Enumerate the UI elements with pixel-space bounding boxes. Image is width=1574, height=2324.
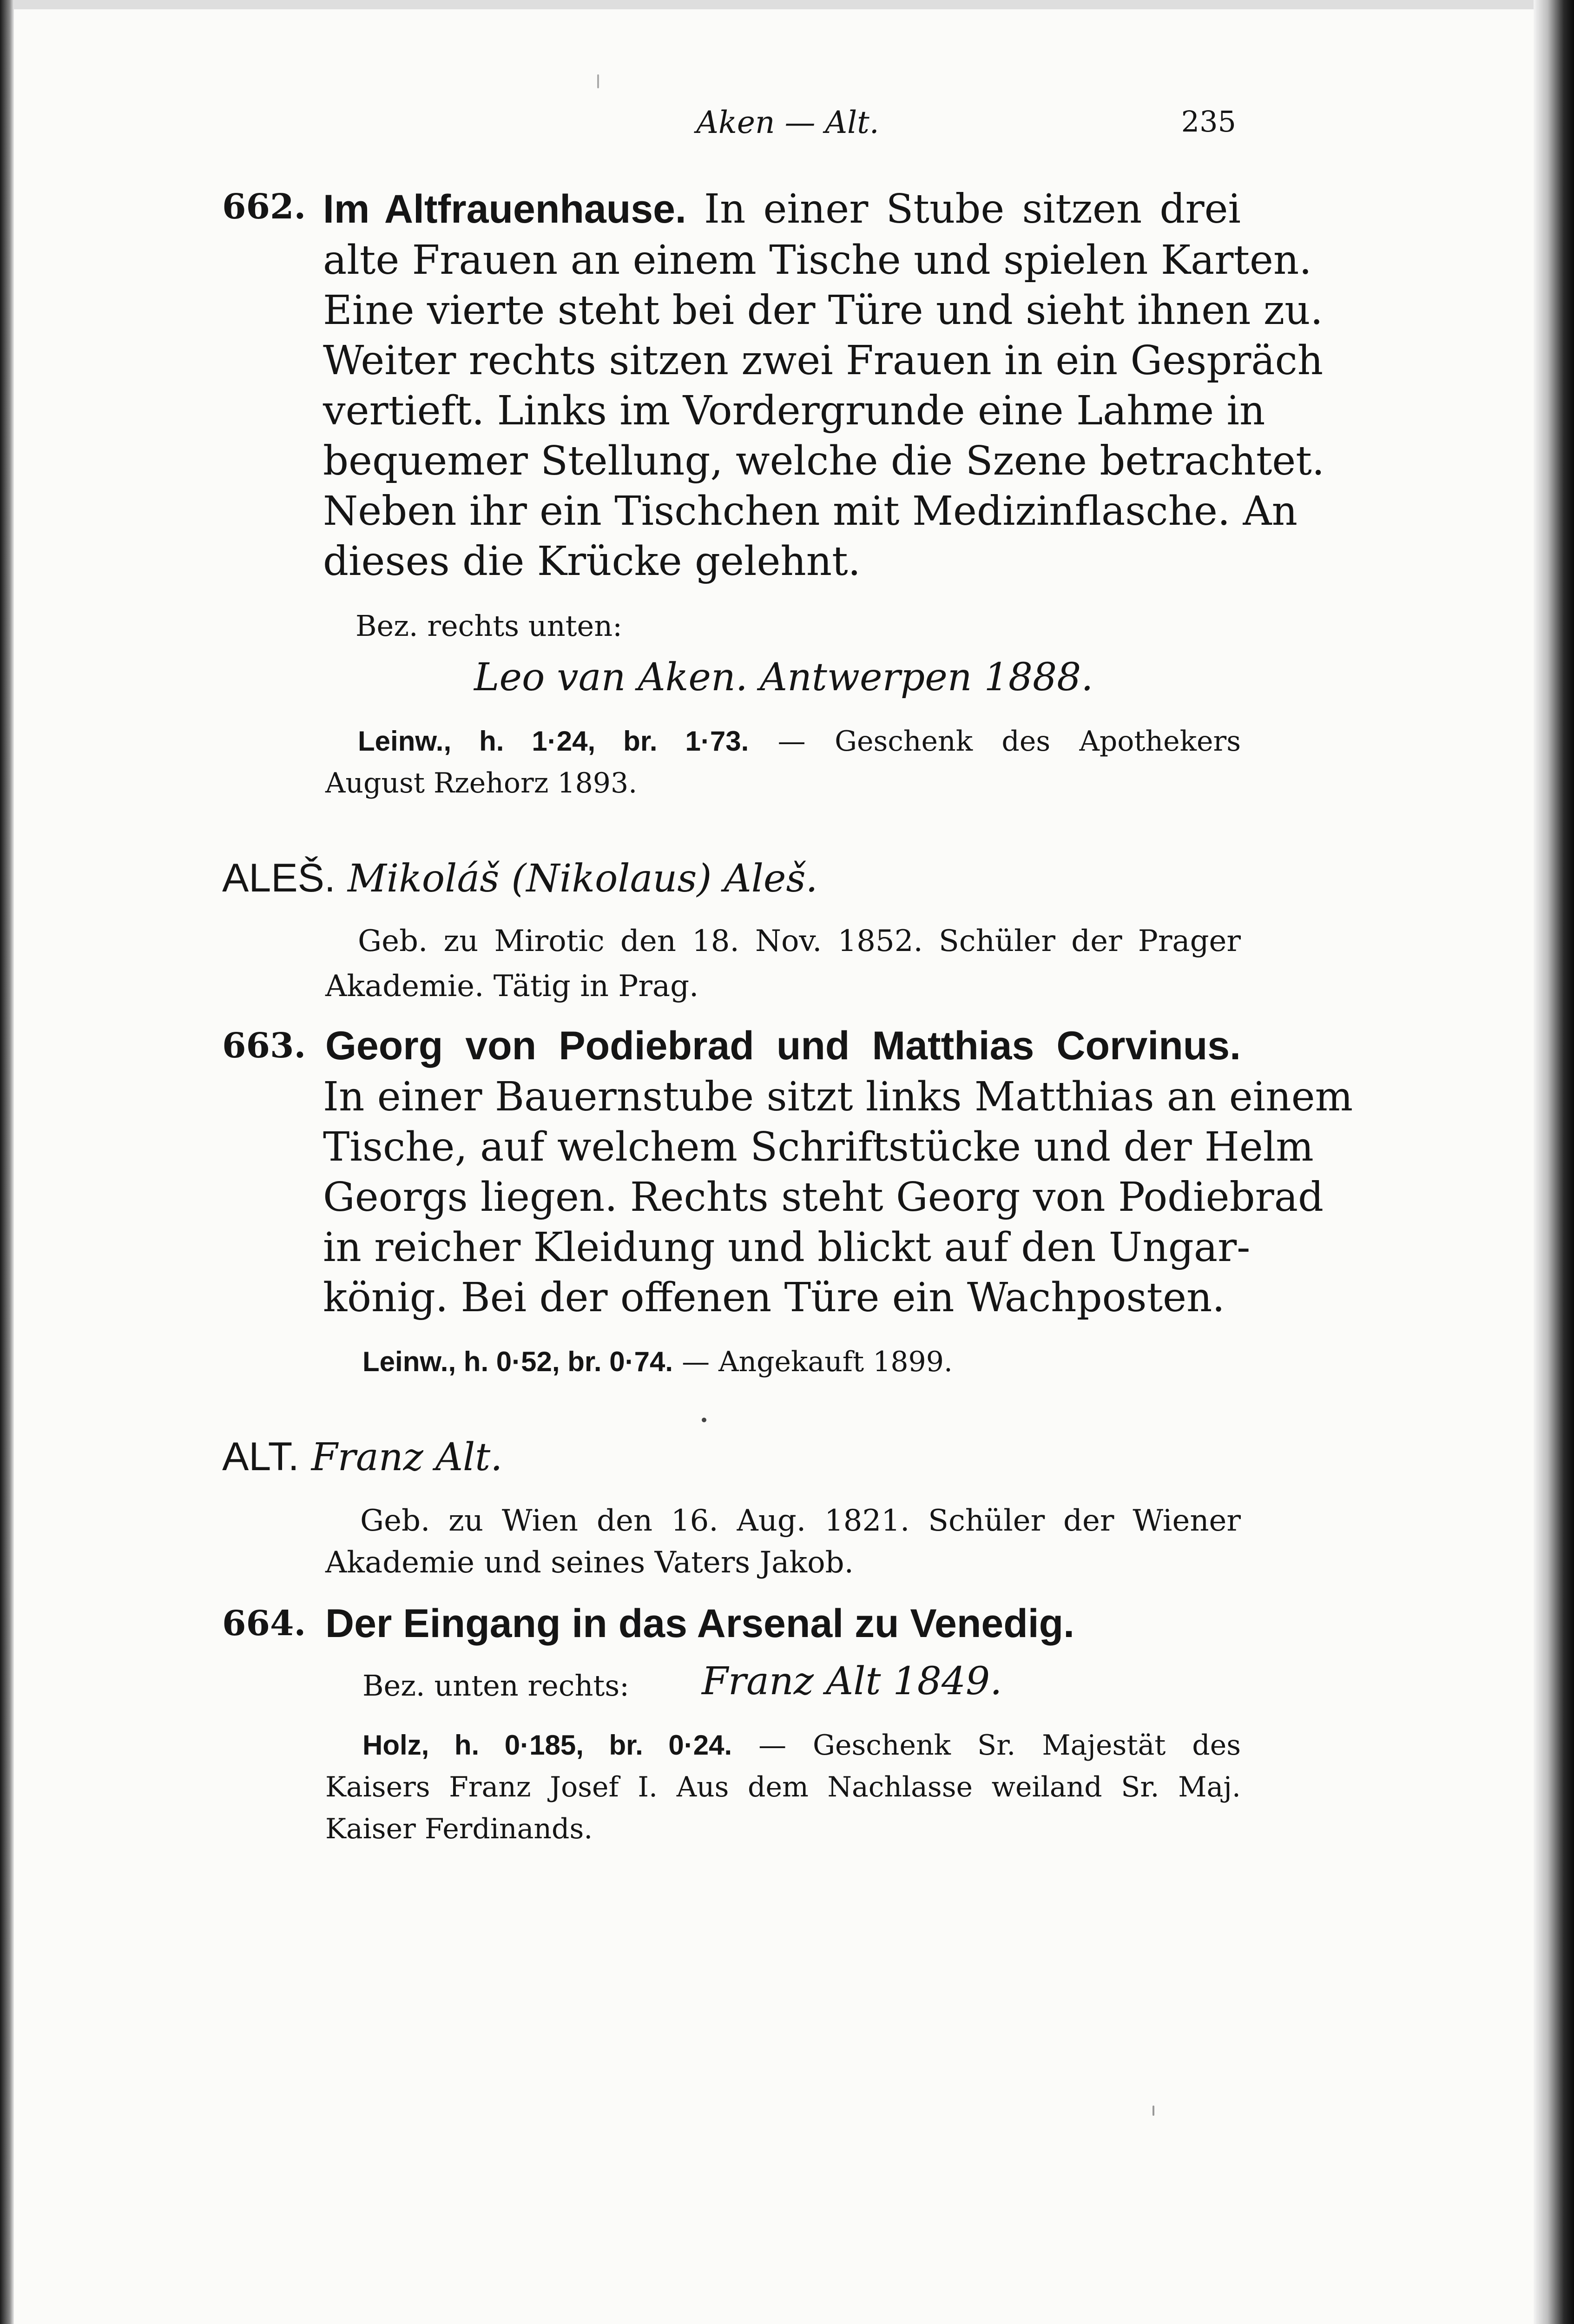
entry-text-line: Georgs liegen. Rechts steht Georg von Podiebrad [323,1174,1324,1221]
marking-label: Bez. unten rechts: [362,1669,630,1703]
artist-code: ALT. [222,1434,299,1479]
artist-bio-line: Akademie. Tätig in Prag. [325,969,699,1004]
medium-dimensions: Leinw., h. 0·52, br. 0·74. [362,1346,673,1377]
marking-label: Bez. rechts unten: [356,609,623,643]
entry-title: Der Eingang in das Arsenal zu Venedig. [325,1601,1075,1646]
provenance: — Angekauft 1899. [682,1346,953,1378]
artist-bio-line: Geb. zu Wien den 16. Aug. 1821. Schüler der Wiener [360,1504,1241,1538]
scan-edge-left [0,0,14,2324]
provenance-line [362,1729,1241,1762]
entry-text-line: In einer Bauernstube sitzt links Matthias an einem [323,1074,1353,1120]
entry-number: 664. [222,1604,306,1644]
entry-title: Georg von Podiebrad und Matthias Corvinus. [325,1023,1241,1068]
entry-text-line: Weiter rechts sitzen zwei Frauen in ein Gespräch [323,337,1324,384]
artist-bio-line: Geb. zu Mirotic den 18. Nov. 1852. Schüler der Prager [358,924,1241,958]
entry-text-line: könig. Bei der offenen Türe ein Wachposten. [323,1274,1225,1321]
scan-edge-right [1534,0,1574,2324]
artist-bio-line: Akademie und seines Vaters Jakob. [325,1545,854,1580]
running-header: Aken — Alt. [696,105,879,140]
entry-text-line: vertieft. Links im Vordergrunde eine Lahme in [323,388,1265,434]
artist-full-name: Franz Alt. [311,1435,503,1479]
provenance: — Geschenk des Apothekers [777,725,1241,758]
entry-number: 663. [222,1026,306,1066]
medium-dimensions: Leinw., h. 1·24, br. 1·73. [358,726,749,757]
artist-heading [222,855,818,901]
provenance-line [362,1346,1241,1378]
entry-number: 662. [222,187,306,227]
entry-first-line [323,186,1241,232]
entry-title: Im Altfrauenhause. [323,187,686,231]
entry-text-line: dieses die Krücke gelehnt. [323,538,861,585]
entry-text-line: bequemer Stellung, welche die Szene betrachtet. [323,438,1325,484]
signature: Franz Alt 1849. [702,1659,1002,1703]
artist-code: ALEŠ. [222,856,336,900]
provenance-line: Kaiser Ferdinands. [325,1813,593,1845]
entry-title-line [325,1600,1241,1647]
scan-speck [597,74,599,88]
entry-text-line: Neben ihr ein Tischchen mit Medizinflasche. An [323,488,1298,535]
scan-speck [702,1418,706,1422]
provenance: — Geschenk Sr. Majestät des [758,1729,1241,1762]
page-number: 235 [1181,105,1236,139]
provenance-line [358,725,1241,758]
provenance-line: Kaisers Franz Josef I. Aus dem Nachlasse weiland Sr. Maj. [325,1771,1241,1803]
entry-text-line: Tische, auf welchem Schriftstücke und der Helm [323,1124,1314,1170]
entry-text-line: In einer Stube sitzen drei [704,186,1241,232]
medium-dimensions: Holz, h. 0·185, br. 0·24. [362,1730,732,1761]
scan-speck [1153,2106,1154,2116]
entry-title-line [325,1023,1241,1069]
entry-text-line: alte Frauen an einem Tische und spielen Karten. [323,237,1312,284]
entry-text-line: in reicher Kleidung und blickt auf den Ungar- [323,1224,1251,1271]
signature: Leo van Aken. Antwerpen 1888. [474,655,1093,700]
entry-text-line: Eine vierte steht bei der Türe und sieht ihnen zu. [323,287,1323,334]
provenance-line: August Rzehorz 1893. [325,767,638,799]
artist-full-name: Mikoláš (Nikolaus) Aleš. [347,857,818,901]
artist-heading [222,1434,502,1480]
